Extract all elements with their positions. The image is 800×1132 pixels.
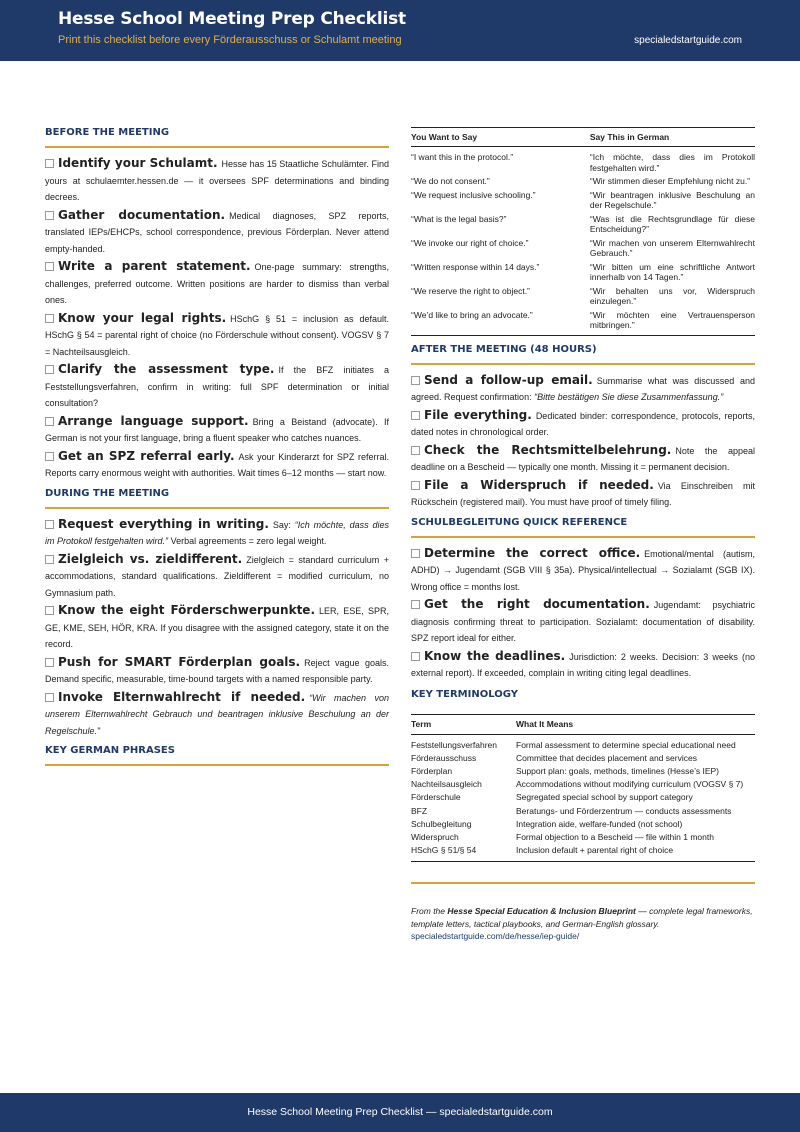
item-lead: Know the deadlines. — [424, 648, 566, 663]
table-row — [411, 236, 755, 260]
phrase-de: “Was ist die Rechtsgrundlage für diese Entscheidung?” — [589, 213, 755, 234]
item-text: Medical diagnoses, SPZ reports, translated IEPs/EHCPs, school correspondence, previous Förderplan. Never attend empty-handed. — [45, 210, 389, 254]
table-row — [411, 308, 755, 336]
terminology-col-meaning: What It Means — [516, 714, 755, 734]
section-heading-before: BEFORE THE MEETING — [45, 127, 389, 148]
page-title: Hesse School Meeting Prep Checklist — [58, 9, 406, 29]
meaning-cell: Committee that decides placement and services — [516, 752, 697, 763]
checklist-item — [411, 407, 755, 441]
phrase-en: “What is the legal basis?” — [411, 213, 507, 224]
table-row — [411, 752, 755, 765]
phrase-de: “Wir machen von unserem Elternwahlrecht Gebrauch.” — [589, 237, 755, 258]
meaning-cell: Accommodations without modifying curriculum (VOGSV § 7) — [516, 779, 744, 790]
checklist-item — [411, 477, 755, 511]
checklist-item — [411, 545, 755, 596]
item-lead: File everything. — [424, 407, 532, 422]
phrase-de: “Wir möchten eine Vertrauensperson mitbringen.” — [589, 309, 755, 330]
table-row — [411, 147, 755, 175]
source-suffix: — complete legal frameworks, template letters, tactical playbooks, and German-English glossary. — [411, 906, 753, 929]
meaning-cell: Inclusion default + parental right of choice — [516, 845, 674, 856]
checklist-during — [45, 516, 389, 740]
item-lead: Clarify the assessment type. — [58, 362, 275, 376]
checkbox[interactable] — [45, 365, 54, 374]
item-text: Jugendamt: psychiatric diagnosis confirming threat to participation. Sozialamt: documentation of disability. SPZ report ideal for either. — [411, 600, 756, 643]
item-lead: Push for SMART Förderplan goals. — [58, 654, 301, 669]
checklist-item — [411, 442, 755, 476]
checkbox[interactable] — [411, 600, 420, 609]
checkbox[interactable] — [45, 211, 54, 220]
checkbox[interactable] — [45, 555, 54, 564]
section-heading-during: DURING THE MEETING — [45, 488, 389, 509]
source-note — [411, 905, 755, 943]
item-lead: Know the eight Förderschwerpunkte. — [58, 603, 315, 617]
item-lead: Arrange language support. — [58, 413, 249, 428]
term-cell: Feststellungsverfahren — [411, 739, 497, 750]
checklist-item — [45, 602, 389, 653]
item-text: Bring a Beistand (advocate). If German is not your first language, bring a fluent speaker who catches nuances. — [45, 416, 389, 443]
item-lead: Write a parent statement. — [58, 259, 251, 273]
item-lead: File a Widerspruch if needed. — [424, 477, 654, 492]
checklist-item — [411, 596, 755, 647]
left-column — [45, 127, 389, 773]
section-heading-after: AFTER THE MEETING (48 HOURS) — [411, 344, 755, 365]
checkbox[interactable] — [45, 520, 54, 529]
checkbox[interactable] — [411, 652, 420, 661]
item-text: LER, ESE, SPR, GE, KME, SEH, HÖR, KRA. If you disagree with the assigned category, state it on the record. — [45, 606, 389, 649]
item-text: One-page summary: strengths, challenges, preferred outcome. Written positions are harder to dismiss than verbal ones. — [45, 262, 389, 305]
phrase-en: “I want this in the protocol.” — [411, 152, 514, 162]
checklist-item — [411, 372, 755, 406]
checkbox[interactable] — [411, 549, 420, 558]
checkbox[interactable] — [411, 376, 420, 385]
item-text: Verbal agreements = zero legal weight. — [170, 536, 327, 546]
phrase-en: “Written response within 14 days.” — [411, 261, 540, 272]
item-text: Summarise what was discussed and agreed. Request confirmation: — [411, 375, 755, 402]
checkbox[interactable] — [45, 159, 54, 168]
item-text: Dedicated binder: correspondence, protocols, reports, dated notes in chronological order. — [411, 410, 755, 437]
term-cell: HSchG § 51/§ 54 — [411, 845, 477, 856]
phrase-en: “We request inclusive schooling.” — [411, 189, 536, 200]
item-text: If the BFZ initiates a Feststellungsverfahren, confirm in writing: full SPF determination or initial consultation? — [45, 365, 389, 408]
table-row — [411, 778, 755, 791]
table-row — [411, 212, 755, 236]
checkbox[interactable] — [411, 411, 420, 420]
table-row — [411, 284, 755, 308]
table-row — [411, 805, 755, 818]
item-text: HSchG § 51 = inclusion as default. HSchG § 54 = parental right of choice (no Förderschule without consent). VOGSV § 7 = Nachteilsausgleich. — [45, 313, 389, 357]
term-cell: Förderschule — [411, 792, 461, 803]
meaning-cell: Formal assessment to determine special educational need — [516, 739, 736, 750]
section-heading-phrases: KEY GERMAN PHRASES — [45, 745, 389, 766]
item-lead: Check the Rechtsmittelbelehrung. — [424, 442, 672, 457]
section-heading-terminology: KEY TERMINOLOGY — [411, 688, 518, 700]
phrase-en: “We invoke our right of choice.” — [411, 237, 529, 248]
item-quote: “Ich möchte, dass dies im Protokoll festgehalten wird.” — [45, 519, 389, 546]
checklist-item — [45, 689, 389, 740]
item-lead: Request everything in writing. — [58, 516, 269, 531]
header-site-link[interactable]: specialedstartguide.com — [634, 35, 742, 46]
checklist-item — [45, 361, 389, 412]
term-cell: Nachteilsausgleich — [411, 779, 482, 790]
phrases-header-row — [411, 128, 755, 147]
phrase-en: “We do not consent.” — [411, 176, 490, 186]
item-text: Zielgleich = standard curriculum + accommodations, standard qualifications. Zieldifferent = modified curriculum, no Gymnasium path. — [45, 554, 389, 598]
phrases-col-de: Say This in German — [590, 128, 755, 147]
terminology-table — [411, 714, 755, 863]
checklist-item — [45, 413, 389, 447]
divider — [411, 882, 755, 884]
term-cell: Schulbegleitung — [411, 818, 472, 829]
checklist-item — [45, 155, 389, 206]
page-header — [0, 0, 800, 61]
term-cell: Förderausschuss — [411, 752, 477, 763]
checkbox[interactable] — [411, 481, 420, 490]
item-text: Ask your Kinderarzt for SPZ referral. Reports carry enormous weight with authorities. Wait times 6–12 months — start now. — [45, 451, 389, 478]
phrases-table — [411, 127, 755, 336]
table-row — [411, 260, 755, 284]
item-text: Note the appeal deadline on a Bescheid — typically one month. Missing it = permanent decision. — [411, 445, 755, 472]
item-lead: Get the right documentation. — [424, 597, 650, 611]
checklist-after — [411, 372, 755, 511]
table-row — [411, 188, 755, 212]
meaning-cell: Beratungs- und Förderzentrum — conducts assessments — [516, 805, 732, 816]
meaning-cell: Segregated special school by support category — [516, 792, 693, 803]
checkbox[interactable] — [45, 417, 54, 426]
checkbox[interactable] — [45, 452, 54, 461]
checkbox[interactable] — [45, 693, 54, 702]
item-lead: Invoke Elternwahlrecht if needed. — [58, 689, 306, 704]
item-quote: “Wir machen von unserem Elternwahlrecht Gebrauch und beantragen inklusive Beschulung an der Regelschule.” — [45, 692, 389, 736]
phrase-de: “Wir behalten uns vor, Widerspruch einzulegen.” — [589, 285, 755, 306]
checkbox[interactable] — [45, 606, 54, 615]
item-lead: Send a follow-up email. — [424, 372, 593, 387]
item-lead: Know your legal rights. — [58, 310, 227, 325]
item-text: Reject vague goals. Demand specific, measurable, time-bound targets with a named responsible party. — [45, 657, 389, 684]
item-lead: Identify your Schulamt. — [58, 156, 218, 170]
item-quote: “Bitte bestätigen Sie diese Zusammenfassung.” — [534, 392, 724, 402]
checklist-schulbegleitung — [411, 545, 755, 682]
phrase-de: “Wir stimmen dieser Empfehlung nicht zu.” — [589, 176, 751, 186]
phrase-de: “Ich möchte, dass dies im Protokoll festgehalten wird.” — [589, 152, 755, 173]
table-row — [411, 818, 755, 831]
page-footer: Hesse School Meeting Prep Checklist — specialedstartguide.com — [0, 1093, 800, 1132]
phrase-en: “We’d like to bring an advocate.” — [411, 309, 533, 320]
item-pre: Say: — [272, 519, 291, 530]
table-row — [411, 791, 755, 804]
item-text: Hesse has 15 Staatliche Schulämter. Find yours at schulaemter.hessen.de — it oversees SPF determinations and binding decrees. — [45, 159, 389, 202]
table-row — [411, 844, 755, 862]
page-subtitle: Print this checklist before every Förderausschuss or Schulamt meeting — [58, 34, 402, 46]
phrases-col-en: You Want to Say — [411, 128, 590, 147]
checklist-item — [45, 516, 389, 550]
table-row — [411, 174, 755, 188]
item-lead: Determine the correct office. — [424, 545, 641, 560]
checklist-item — [45, 258, 389, 309]
term-cell: Förderplan — [411, 765, 453, 776]
table-row — [411, 831, 755, 844]
phrase-en: “We reserve the right to object.” — [411, 285, 530, 296]
phrase-de: “Wir bitten um eine schriftliche Antwort innerhalb von 14 Tagen.” — [589, 261, 755, 282]
item-text: Jurisdiction: 2 weeks. Decision: 3 weeks (no external report). If exceeded, complain in writing citing legal deadlines. — [411, 651, 755, 678]
checklist-item — [45, 207, 389, 258]
checkbox[interactable] — [411, 446, 420, 455]
terminology-col-term: Term — [411, 714, 516, 734]
item-text: Emotional/mental (autism, ADHD) → Jugendamt (SGB VIII § 35a). Physical/intellectual → Sozialamt (SGB IX). Wrong office = months lost. — [411, 548, 755, 592]
table-row — [411, 765, 755, 778]
checklist-item — [45, 310, 389, 361]
checklist-item — [45, 448, 389, 482]
checklist-before — [45, 155, 389, 482]
source-title: Hesse Special Education & Inclusion Blueprint — [447, 906, 636, 917]
right-column — [411, 127, 755, 943]
section-heading-schulbegleitung: SCHULBEGLEITUNG QUICK REFERENCE — [411, 517, 755, 538]
source-link[interactable]: specialedstartguide.com/de/hesse/iep-guide/ — [411, 931, 580, 942]
term-cell: Widerspruch — [411, 831, 459, 842]
terminology-header-row — [411, 714, 755, 734]
checkbox[interactable] — [45, 314, 54, 323]
table-row — [411, 734, 755, 752]
item-lead: Get an SPZ referral early. — [58, 448, 235, 463]
term-cell: BFZ — [411, 805, 428, 816]
source-prefix: From the — [411, 906, 446, 917]
checklist-item — [411, 648, 755, 682]
meaning-cell: Formal objection to a Bescheid — file within 1 month — [516, 831, 714, 842]
item-text: Via Einschreiben mit Rückschein (registered mail). You must have proof of timely filing. — [411, 480, 756, 507]
checkbox[interactable] — [45, 658, 54, 667]
item-lead: Gather documentation. — [58, 207, 226, 222]
checklist-item — [45, 654, 389, 688]
checklist-item — [45, 551, 389, 602]
meaning-cell: Support plan: goals, methods, timelines (Hesse’s IEP) — [516, 765, 719, 776]
meaning-cell: Integration aide, welfare-funded (not school) — [516, 818, 683, 829]
checkbox[interactable] — [45, 262, 54, 271]
item-lead: Zielgleich vs. zieldifferent. — [58, 551, 243, 566]
phrase-de: “Wir beantragen inklusive Beschulung an der Regelschule.” — [589, 189, 755, 210]
